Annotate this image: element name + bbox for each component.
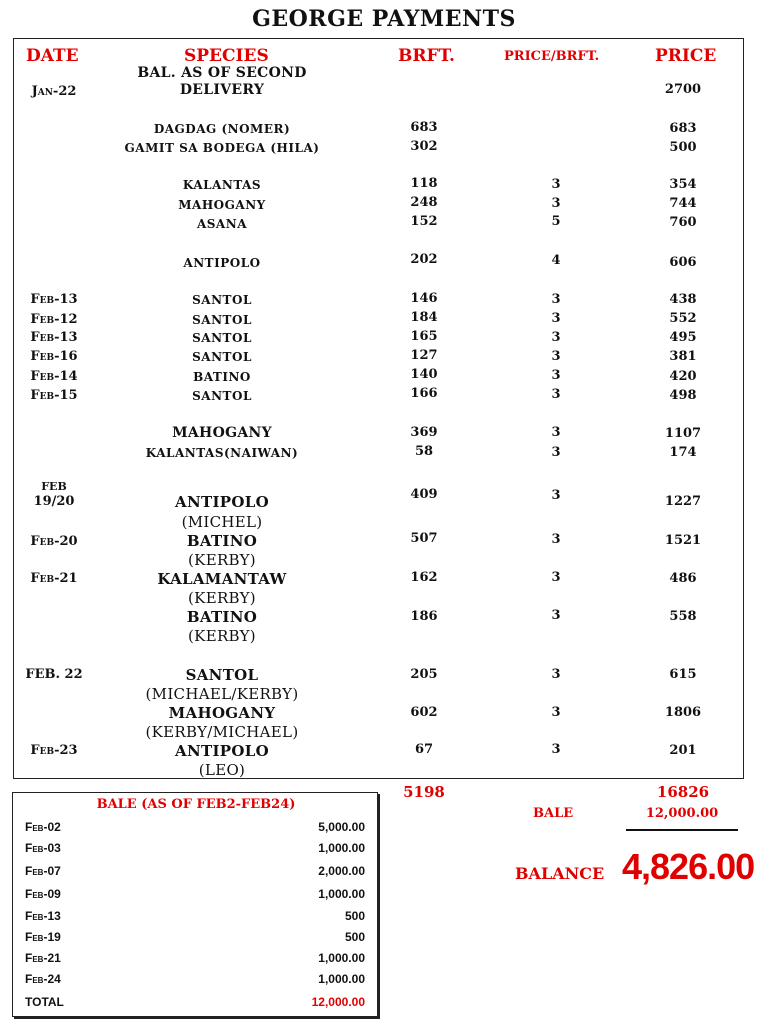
bale-table-title: BALE (AS OF FEB2-FEB24) — [96, 797, 296, 812]
row-brft: 248 — [410, 195, 438, 210]
bale-underline — [626, 829, 738, 831]
row-price: 683 — [669, 121, 697, 136]
row-date: Feb-14 — [30, 369, 78, 384]
row-species: SANTOL — [192, 389, 252, 403]
row-price: 552 — [669, 311, 697, 326]
bale-row-amount: 2,000.00 — [318, 864, 365, 878]
header-species: SPECIES — [184, 46, 269, 66]
row-price-per-brft: 3 — [551, 742, 561, 757]
bale-row-date: Feb-21 — [25, 951, 61, 965]
bale-total-label: TOTAL — [25, 995, 64, 1009]
row-species-line2: DELIVERY — [179, 82, 265, 98]
bale-row-date: Feb-09 — [25, 887, 61, 901]
row-brft: 152 — [410, 214, 438, 229]
bale-row-amount: 1,000.00 — [318, 887, 365, 901]
row-date: Feb-21 — [30, 571, 78, 586]
row-price: 498 — [669, 388, 697, 403]
row-date-line2: 19/20 — [33, 494, 75, 509]
bale-row-amount: 1,000.00 — [318, 841, 365, 855]
row-brft: 683 — [410, 120, 438, 135]
row-species-line2: (KERBY) — [188, 551, 256, 569]
row-species: SANTOL — [192, 350, 252, 364]
row-species: SANTOL — [192, 293, 252, 307]
row-price: 1521 — [664, 533, 702, 548]
row-species-line2: (LEO) — [198, 761, 246, 779]
row-price-per-brft: 3 — [551, 330, 561, 345]
row-price-per-brft: 3 — [551, 488, 561, 503]
row-brft: 184 — [410, 310, 438, 325]
row-date: Feb-16 — [30, 349, 78, 364]
row-species: BATINO — [186, 532, 258, 550]
header-date: DATE — [26, 46, 79, 66]
row-price-per-brft: 5 — [551, 214, 561, 229]
row-price: 2700 — [664, 82, 702, 97]
row-price: 438 — [669, 292, 697, 307]
row-brft: 602 — [410, 705, 438, 720]
row-price: 486 — [669, 571, 697, 586]
row-species: SANTOL — [192, 313, 252, 327]
balance-label: BALANCE — [515, 864, 605, 883]
bale-total-value: 12,000.00 — [311, 995, 365, 1009]
bale-row-date: Feb-02 — [25, 820, 61, 834]
row-species: ASANA — [196, 217, 248, 231]
row-species-line2: (MICHAEL/KERBY) — [145, 685, 299, 703]
row-price: 381 — [669, 349, 697, 364]
bale-summary-label: BALE — [533, 806, 574, 821]
row-date: Feb-13 — [30, 330, 78, 345]
header-price-per-brft: PRICE/BRFT. — [504, 49, 600, 64]
row-brft: 162 — [410, 570, 438, 585]
row-price-per-brft: 3 — [551, 532, 561, 547]
total-brft: 5198 — [403, 783, 445, 801]
row-price: 558 — [669, 609, 697, 624]
row-species: MAHOGANY — [172, 425, 272, 441]
row-date: Feb-20 — [30, 534, 78, 549]
row-price: 744 — [669, 196, 697, 211]
row-brft: 146 — [410, 291, 438, 306]
row-brft: 140 — [410, 367, 438, 382]
row-date: FEB — [41, 480, 67, 493]
row-price-per-brft: 3 — [551, 608, 561, 623]
row-species-line2: (KERBY/MICHAEL) — [145, 723, 299, 741]
row-date: FEB. 22 — [25, 667, 83, 682]
row-brft: 165 — [410, 329, 438, 344]
row-price-per-brft: 3 — [551, 292, 561, 307]
row-species: KALANTAS — [182, 178, 262, 192]
row-brft: 507 — [410, 531, 438, 546]
bale-row-amount: 1,000.00 — [318, 972, 365, 986]
row-date: Feb-23 — [30, 743, 78, 758]
row-price-per-brft: 3 — [551, 445, 561, 460]
row-brft: 58 — [414, 444, 434, 459]
row-species: SANTOL — [192, 331, 252, 345]
row-brft: 118 — [410, 176, 438, 191]
row-brft: 166 — [410, 386, 438, 401]
row-date: Feb-12 — [30, 312, 78, 327]
row-species: GAMIT SA BODEGA (HILA) — [124, 141, 320, 155]
row-brft: 205 — [410, 667, 438, 682]
row-price-per-brft: 3 — [551, 368, 561, 383]
row-date: Feb-13 — [30, 292, 78, 307]
bale-table — [12, 792, 378, 1017]
row-species: ANTIPOLO — [175, 493, 269, 511]
bale-row-amount: 500 — [344, 909, 365, 923]
row-species: MAHOGANY — [168, 704, 276, 722]
row-species: ANTIPOLO — [175, 742, 269, 760]
row-price: 606 — [669, 255, 697, 270]
row-species: BAL. AS OF SECOND — [137, 65, 307, 81]
bale-row-amount: 500 — [344, 930, 365, 944]
row-price-per-brft: 3 — [551, 425, 561, 440]
row-price: 495 — [669, 330, 697, 345]
row-price-per-brft: 3 — [551, 705, 561, 720]
bale-row-date: Feb-24 — [25, 972, 61, 986]
row-price: 201 — [669, 743, 697, 758]
row-price-per-brft: 3 — [551, 667, 561, 682]
row-price: 1806 — [664, 705, 702, 720]
row-price: 354 — [669, 177, 697, 192]
balance-value: 4,826.00 — [622, 846, 755, 887]
row-species: KALANTAS(NAIWAN) — [145, 446, 299, 460]
header-brft: BRFT. — [398, 46, 455, 66]
row-date: Jan-22 — [31, 84, 77, 99]
row-price-per-brft: 3 — [551, 177, 561, 192]
bale-row-date: Feb-03 — [25, 841, 61, 855]
row-brft: 409 — [410, 487, 438, 502]
row-price-per-brft: 3 — [551, 349, 561, 364]
row-species: ANTIPOLO — [183, 256, 261, 270]
row-species: BATINO — [186, 608, 258, 626]
page-title: GEORGE PAYMENTS — [252, 6, 516, 32]
row-brft: 67 — [414, 742, 434, 757]
bale-row-date: Feb-19 — [25, 930, 61, 944]
row-price-per-brft: 3 — [551, 570, 561, 585]
bale-summary-value: 12,000.00 — [645, 806, 719, 821]
row-species-line2: (KERBY) — [188, 627, 256, 645]
row-price: 500 — [669, 140, 697, 155]
row-brft: 186 — [410, 609, 438, 624]
row-species: DAGDAG (NOMER) — [153, 122, 291, 136]
row-price-per-brft: 3 — [551, 387, 561, 402]
total-price: 16826 — [656, 783, 710, 801]
row-price: 1107 — [664, 426, 702, 441]
bale-row-date: Feb-13 — [25, 909, 61, 923]
row-brft: 127 — [410, 348, 438, 363]
row-price-per-brft: 4 — [551, 253, 561, 268]
row-date: Feb-15 — [30, 388, 78, 403]
row-species: BATINO — [193, 370, 251, 384]
row-brft: 202 — [410, 252, 438, 267]
row-species-line2: (MICHEL) — [181, 513, 263, 531]
bale-row-amount: 5,000.00 — [318, 820, 365, 834]
bale-row-date: Feb-07 — [25, 864, 61, 878]
row-species: KALAMANTAW — [157, 570, 287, 588]
row-species-line2: (KERBY) — [188, 589, 256, 607]
row-price: 174 — [669, 445, 697, 460]
row-price-per-brft: 3 — [551, 311, 561, 326]
row-price: 760 — [669, 215, 697, 230]
row-price: 615 — [669, 667, 697, 682]
row-price: 1227 — [664, 494, 702, 509]
row-species: MAHOGANY — [178, 198, 266, 212]
header-price: PRICE — [655, 46, 717, 66]
bale-row-amount: 1,000.00 — [318, 951, 365, 965]
row-brft: 369 — [410, 425, 438, 440]
row-price-per-brft: 3 — [551, 196, 561, 211]
row-price: 420 — [669, 369, 697, 384]
row-brft: 302 — [410, 139, 438, 154]
row-species: SANTOL — [185, 666, 259, 684]
